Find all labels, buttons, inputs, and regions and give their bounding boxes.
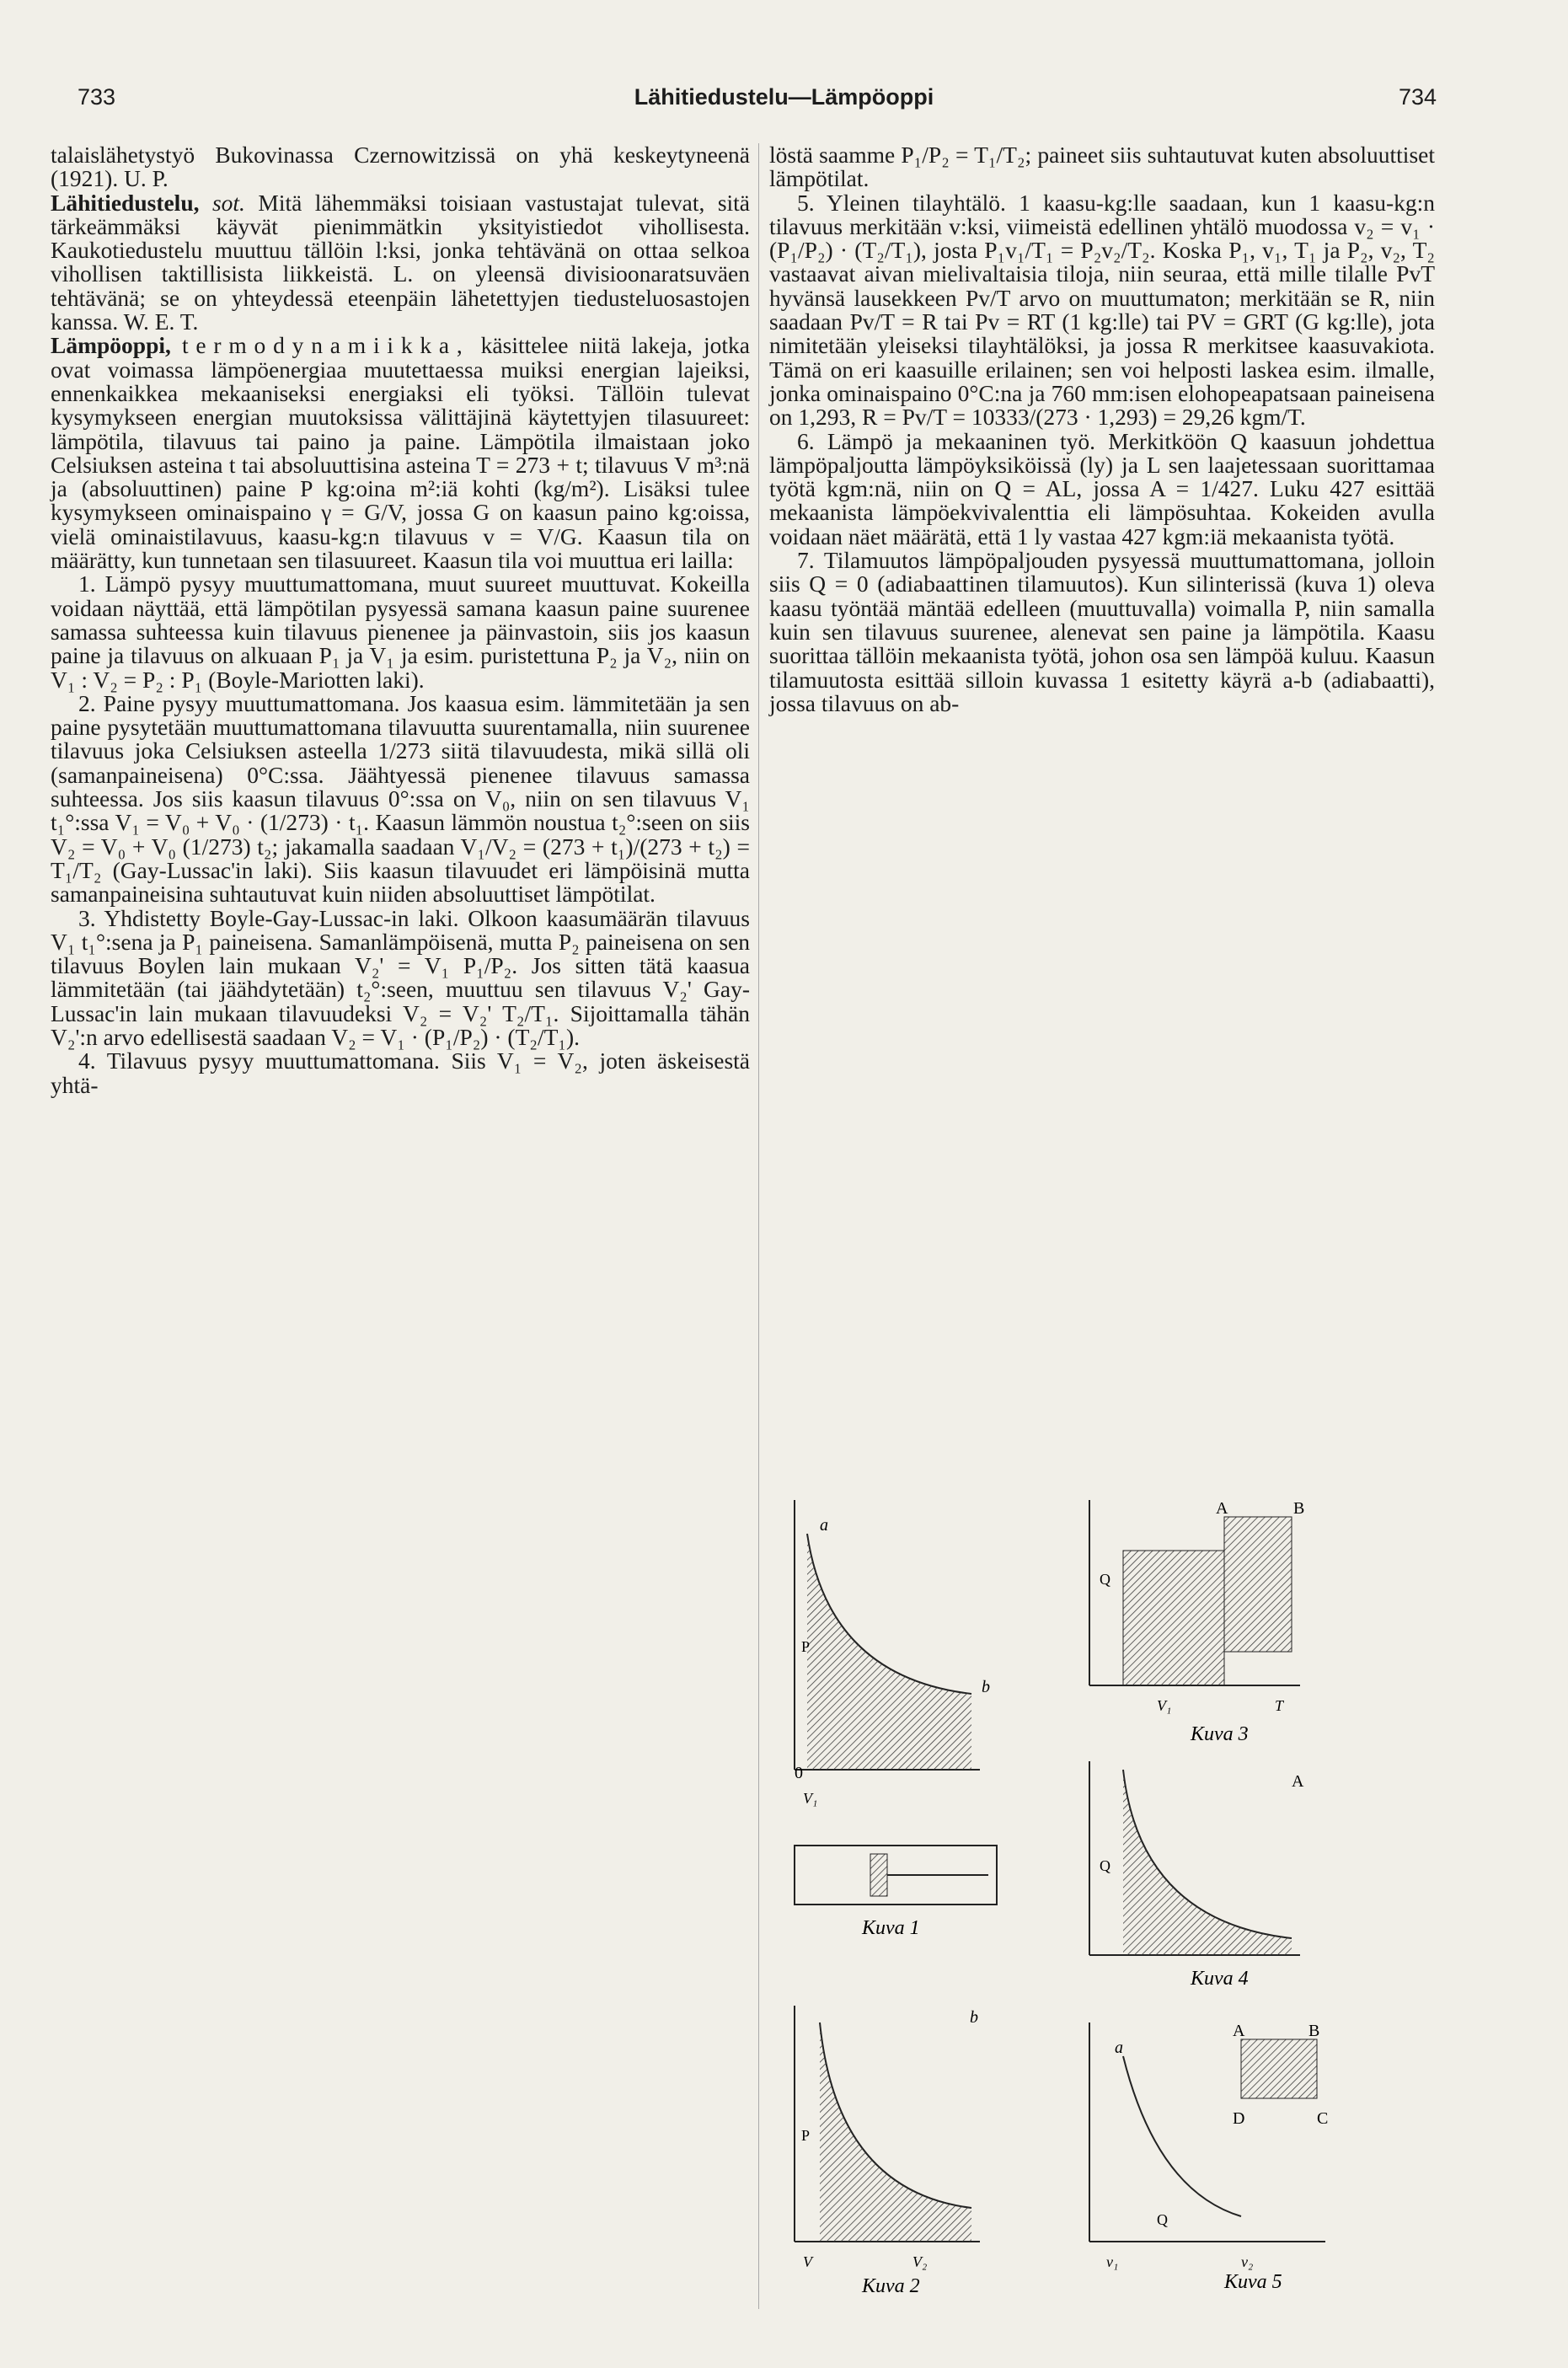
fig5-q-label: Q [1157, 2211, 1168, 2228]
item-1: 1. Lämpö pysyy muuttumattomana, muut suureet muuttuvat. Kokeilla voidaan näyttää, että lämpötilan pysyessä samana kaasun paine suurenee samassa suhteessa kuin tilavuus pienenee ja päinvastoin, siis jos kaasun paine ja tilavuus on alkuaan P₁ ja V₁ ja esim. puristettuna P₂ ja V₂, niin on V₁ : V₂ = P₂ : P₁ (Boyle-Mariotten laki). [51, 571, 750, 693]
item-6: 6. Lämpö ja mekaaninen työ. Merkitköön Q kaasuun johdettua lämpöpaljoutta lämpöyksiköissä (ly) ja L sen laajetessaan suorittamaa työtä kgm:nä, niin on Q = AL, jossa A = 1/427. Luku 427 esittää mekaanista lämpöekvivalenttia eli lämpösuhtaa. Kokeiden avulla voidaan näet määrätä, että 1 ly vastaa 427 kgm:iä mekaanista työtä. [769, 427, 1435, 549]
fig1-label-a: a [820, 1516, 828, 1535]
page-number-left: 733 [78, 84, 116, 110]
fig1-v1: V₁ [803, 1790, 818, 1807]
fig4-q-label: Q [1100, 1857, 1110, 1874]
figure-2 [795, 2006, 980, 2292]
item-4: 4. Tilavuus pysyy muuttumattomana. Siis V₁ = V₂, joten äskeisestä yhtä- [51, 1047, 750, 1098]
page-header [0, 84, 1568, 118]
figures-svg [769, 1483, 1443, 2292]
fig1-p-label: P [801, 1638, 811, 1655]
figures-area [769, 1483, 1443, 2292]
fig4-area [1123, 1770, 1292, 1955]
item-5: 5. Yleinen tilayhtälö. 1 kaasu-kg:lle saadaan, kun 1 kaasu-kg:n tilavuus merkitään v:ksi, viimeistä edellinen yhtälö muodossa v₂ = v₁ · (P₁/P₂) · (T₂/T₁), josta P₁v₁/T₁ = P₂v₂/T₂. Koska P₁, v₁, T₁ ja P₂, v₂, T₂ vastaavat aivan mielivaltaisia tiloja, niin seuraa, että mille tilalle PvT hyvänsä lausekkeen Pv/T arvo on muuttumaton; merkitään se R, niin saadaan Pv/T = R tai Pv = RT (1 kg:lle) tai PV = GRT (G kg:lle), jota nimitetään yleiseksi tilayhtälöksi, ja jossa R merkitsee kaasuvakiota. Tämä on eri kaasuille erilainen; sen voi helposti laskea esim. ilmalle, jonka ominaispaino 0°C:na ja 760 mm:isen elohopeapatsaan paineisena on 1,293, R = Pv/T = 10333/(273 · 1,293) = 29,26 kgm/T. [769, 189, 1435, 431]
fig5-v2: v₂ [1241, 2253, 1254, 2270]
fig5-label-A: A [1233, 2022, 1245, 2040]
entry-body-lampooppi: käsittelee niitä lakeja, jotka ovat voimassa lämpöenergiaa muutettaessa muiksi energian lajeiksi, ennenkaikkea mekaaniseksi energiaksi eli työksi. Tällöin tulevat kysymykseen energian muutoksissa välittäjinä käytettyjen tilasuureet: lämpötila, tilavuus tai paino ja paine. Lämpötila ilmaistaan joko Celsiuksen asteina t tai absoluuttisina asteina T = 273 + t; tilavuus V m³:nä ja (absoluuttinen) paine P kg:oina m²:iä kohti (kg/m²). Lisäksi tulee kysymykseen ominaispaino γ = G/V, jossa G on kaasun paino kg:oissa, vielä ominaistilavuus, kaasu-kg:n tilavuus v = V/G. Kaasun tila on määrätty, kun tunnetaan sen tilasuureet. Kaasun tila voi muuttua eri lailla: [51, 332, 751, 574]
fig3-label-A: A [1216, 1499, 1228, 1518]
fig1-area [807, 1534, 971, 1770]
fig3-q-label: Q [1100, 1571, 1110, 1588]
fig3-v1: V₁ [1157, 1697, 1172, 1714]
fig3-area-2 [1224, 1517, 1292, 1652]
fig5-label-B: B [1308, 2022, 1320, 2040]
entry-body-lahitiedustelu: Mitä lähemmäksi toisiaan vastustajat tulevat, sitä tärkeämmäksi käyvät pienimmätkin yksityistiedot vihollisesta. Kaukotiedustelu muuttuu tällöin l:ksi, jonka tehtävänä on ottaa selkoa vihollisen taktillisista liikkeistä. L. on yleensä divisioonaratsuväen tehtävänä; se on yhteydessä eteenpäin lähetettyjen tiedusteluosastojen kanssa. W. E. T. [51, 189, 751, 335]
column-divider [758, 143, 759, 2309]
continued-paragraph-right: löstä saamme P₁/P₂ = T₁/T₂; paineet siis suhtautuvat kuten absoluuttiset lämpötilat. [769, 142, 1435, 192]
right-column [769, 143, 1435, 715]
fig4-label-A: A [1292, 1772, 1304, 1791]
fig1-piston [870, 1854, 887, 1896]
abbr-sot: sot. [211, 189, 245, 216]
page-number-right: 734 [1399, 84, 1437, 110]
fig3-area [1123, 1551, 1224, 1685]
fig2-v-label: V [803, 2253, 812, 2270]
fig1-origin: 0 [795, 1764, 803, 1782]
fig2-label-b: b [970, 2008, 978, 2027]
fig2-caption: Kuva 2 [862, 2275, 920, 2292]
fig2-p-label: P [801, 2127, 811, 2144]
fig5-label-D: D [1233, 2109, 1245, 2128]
fig1-caption: Kuva 1 [862, 1917, 920, 1939]
fig5-area [1241, 2039, 1317, 2098]
figure-5 [1089, 2022, 1328, 2292]
fig2-v2: V₂ [912, 2253, 928, 2270]
fig5-label-a: a [1115, 2039, 1123, 2057]
continued-paragraph: talaislähetystyö Bukovinassa Czernowitzissä on yhä keskeytyneenä (1921). U. P. [51, 142, 750, 192]
spaced-term: termodynamiikka, [181, 332, 470, 359]
entry-lahitiedustelu [51, 191, 750, 335]
figure-1 [795, 1500, 997, 1939]
fig2-area [820, 2022, 971, 2242]
fig5-label-C: C [1317, 2109, 1329, 2128]
fig5-v1: v₁ [1106, 2253, 1119, 2270]
figure-4 [1089, 1761, 1304, 1990]
entry-lampooppi [51, 334, 750, 572]
fig3-caption: Kuva 3 [1191, 1723, 1249, 1745]
fig5-curve [1123, 2056, 1241, 2216]
running-title: Lähitiedustelu—Lämpöoppi [634, 84, 934, 110]
item-2: 2. Paine pysyy muuttumattomana. Jos kaasua esim. lämmitetään ja sen paine pysytetään muuttumattomana tilavuutta suurentamalla, niin suurenee tilavuus joka Celsiuksen asteella 1/273 siitä tilavuudesta, mikä sillä oli (samanpaineisena) 0°C:ssa. Jäähtyessä pienenee tilavuus samassa suhteessa. Jos siis kaasun tilavuus 0°:ssa on V₀, niin on sen tilavuus V₁ t₁°:ssa V₁ = V₀ + V₀ · (1/273) · t₁. Kaasun lämmön noustua t₂°:seen on siis V₂ = V₀ + V₀ (1/273) t₂; jakamalla saadaan V₁/V₂ = (273 + t₁)/(273 + t₂) = T₁/T₂ (Gay-Lussac'in laki). Siis kaasun tilavuudet eri lämpöisinä mutta samanpaineisina suhtautuvat kuin niiden absoluuttiset lämpötilat. [51, 689, 750, 908]
headword-lampooppi: Lämpöoppi, [51, 332, 171, 359]
left-column [51, 143, 750, 1097]
figure-3 [1089, 1499, 1304, 1745]
headword-lahitiedustelu: Lähitiedustelu, [51, 189, 200, 216]
fig5-caption: Kuva 5 [1224, 2271, 1282, 2292]
fig3-label-B: B [1293, 1499, 1305, 1518]
fig3-t: T [1275, 1697, 1284, 1714]
fig1-label-b: b [982, 1678, 990, 1696]
item-3: 3. Yhdistetty Boyle-Gay-Lussac-in laki. Olkoon kaasumäärän tilavuus V₁ t₁°:sena ja P₁ paineisena. Samanlämpöisenä, mutta P₂ paineisena on sen tilavuus Boylen lain mukaan V₂' = V₁ P₁/P₂. Jos sitten tätä kaasua lämmitetään (tai jäähdytetään) t₂°:seen, muuttuu sen tilavuus V₂' Gay-Lussac'in lain mukaan tilavuudeksi V₂ = V₂' T₂/T₁. Sijoittamalla tähän V₂':n arvo edellisestä saadaan V₂ = V₁ · (P₁/P₂) · (T₂/T₁). [51, 904, 750, 1050]
fig4-caption: Kuva 4 [1191, 1968, 1249, 1990]
item-7: 7. Tilamuutos lämpöpaljouden pysyessä muuttumattomana, jolloin siis Q = 0 (adiabaattinen tilamuutos). Kun silinterissä (kuva 1) oleva kaasu työntää mäntää edelleen (muuttuvalla) voimalla P, niin samalla kuin sen tilavuus suurenee, alenevat sen paine ja lämpötila. Kaasu suorittaa tällöin mekaanista työtä, johon osa sen lämpöä kuluu. Kaasun tilamuutosta esittää silloin kuvassa 1 esitetty käyrä a-b (adiabaatti), jossa tilavuus on ab- [769, 547, 1435, 716]
